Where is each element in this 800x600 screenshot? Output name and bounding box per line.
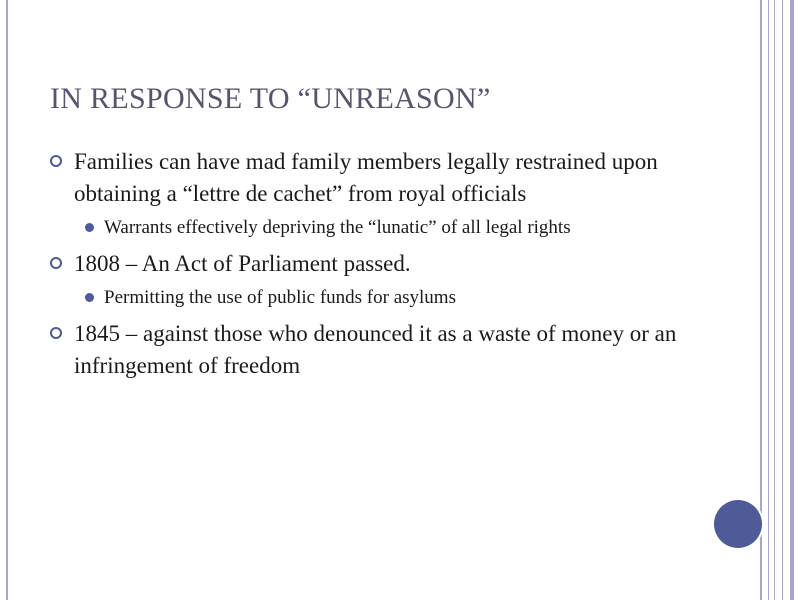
bullet-text: 1808 – An Act of Parliament passed.: [74, 251, 411, 276]
bullet-text: 1845 – against those who denounced it as a waste of money or an infringement of freedom: [74, 321, 677, 378]
right-rule: [782, 0, 783, 600]
bullet-item: [50, 318, 700, 382]
sub-bullet-item: [50, 284, 700, 312]
slide-title: IN RESPONSE TO “UNREASON”: [50, 82, 491, 115]
bullet-item: [50, 248, 700, 280]
right-rule: [774, 0, 775, 600]
sub-bullet-text: Permitting the use of public funds for asylums: [104, 287, 456, 308]
hollow-circle-bullet-icon: [50, 327, 62, 339]
filled-circle-bullet-icon: [85, 293, 94, 302]
right-rule: [768, 0, 769, 600]
sub-bullet-item: [50, 214, 700, 242]
left-border-rule: [6, 0, 8, 600]
right-rule: [760, 0, 762, 600]
corner-circle-icon: [714, 500, 762, 548]
sub-bullet-text: Warrants effectively depriving the “lunatic” of all legal rights: [104, 217, 571, 238]
right-rule: [790, 0, 794, 600]
bullet-list: [50, 146, 700, 388]
right-border-rules: [760, 0, 800, 600]
filled-circle-bullet-icon: [85, 223, 94, 232]
hollow-circle-bullet-icon: [50, 155, 62, 167]
hollow-circle-bullet-icon: [50, 257, 62, 269]
bullet-text: Families can have mad family members legally restrained upon obtaining a “lettre de cachet” from royal officials: [74, 149, 658, 206]
bullet-item: [50, 146, 700, 210]
